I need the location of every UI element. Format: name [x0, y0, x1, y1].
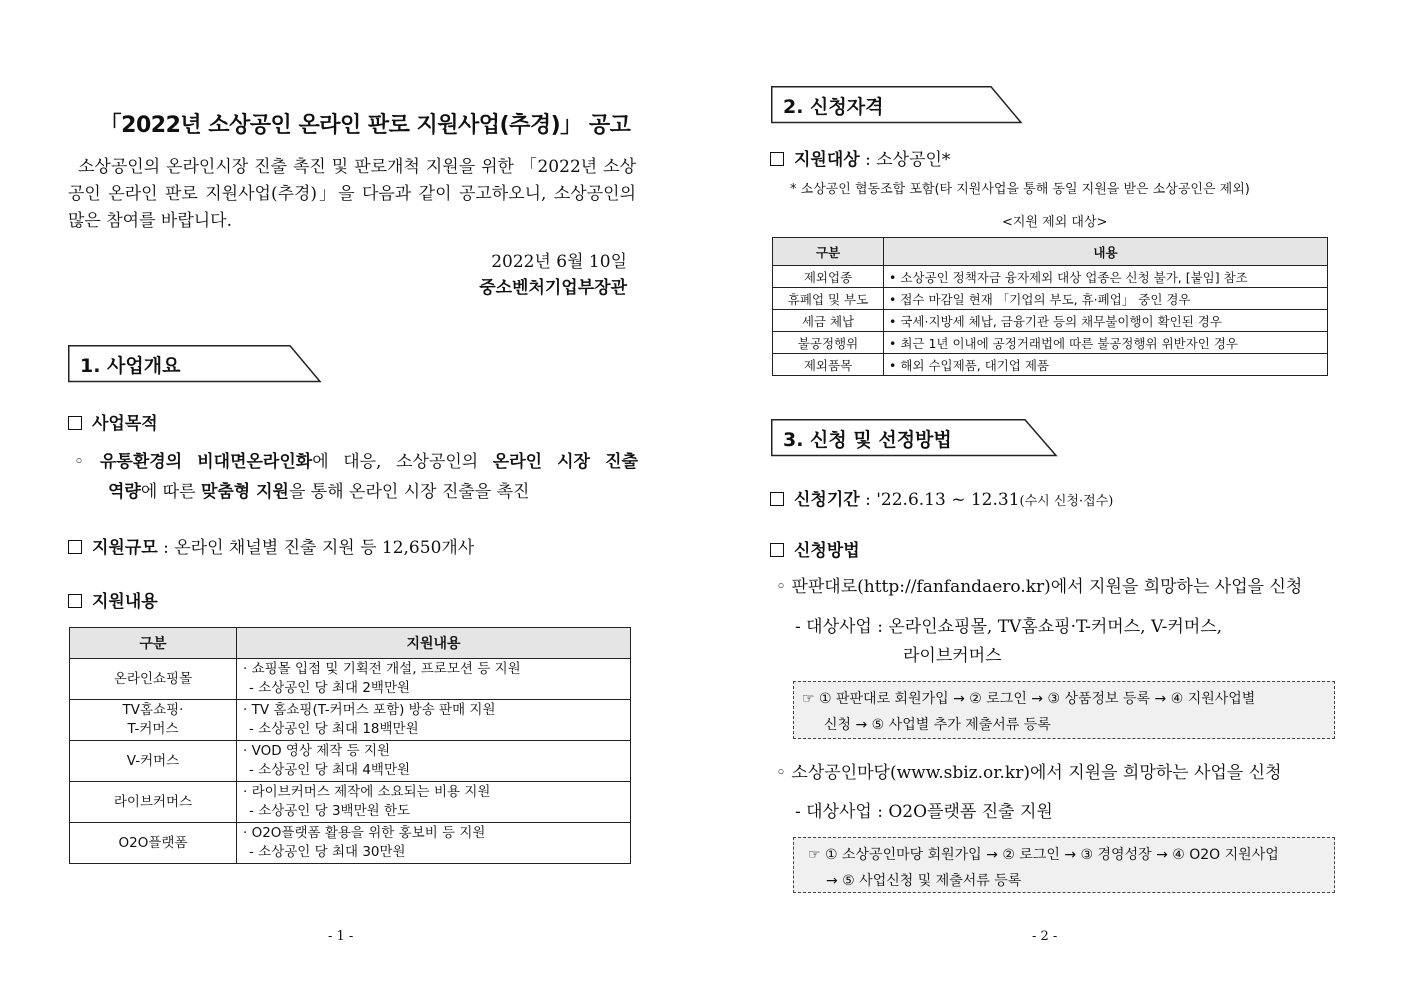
- section-3-title: 3. 신청 및 선정방법: [783, 429, 952, 451]
- category-cell: 세금 체납: [773, 310, 884, 332]
- table-row: [773, 310, 1328, 332]
- table-row: [70, 741, 631, 782]
- content-cell: • 해외 수입제품, 대기업 제품: [884, 354, 1328, 376]
- document-title: 「2022년 소상공인 온라인 판로 지원사업(추경)」 공고: [99, 113, 631, 138]
- intro-paragraph: 소상공인의 온라인시장 진출 촉진 및 판로개척 지원을 위한 「2022년 소상공인 온라인 판로 지원사업(추경)」을 다음과 같이 공고하오니, 소상공인의 많은 참여를 바랍니다.: [68, 157, 636, 231]
- steps-2-line-1: ☞ ① 소상공인마당 회원가입 → ② 로그인 → ③ 경영성장 → ④ O2O 지원사업: [808, 847, 1279, 863]
- category-cell: V-커머스: [70, 741, 237, 782]
- issuing-organization: 중소벤처기업부장관: [479, 278, 627, 298]
- scale-line: 지원규모 : 온라인 채널별 진출 지원 등 12,650개사: [68, 533, 474, 558]
- content-cell: • 소상공인 정책자금 융자제외 대상 업종은 신청 불가, [붙임] 참조: [884, 266, 1328, 288]
- category-cell: O2O플랫폼: [70, 823, 237, 864]
- steps-box-2: [793, 837, 1335, 893]
- content-cell: • 최근 1년 이내에 공정거래법에 따른 불공정행위 위반자인 경우: [884, 332, 1328, 354]
- purpose-heading: 사업목적: [68, 409, 158, 434]
- page-number-1: - 1 -: [328, 929, 354, 944]
- content-cell: · 쇼핑몰 입점 및 기획전 개설, 프로모션 등 지원 - 소상공인 당 최대 2백만원: [237, 659, 631, 700]
- table-header-cell: 지원내용: [237, 628, 631, 659]
- method-1-target-cont: 라이브커머스: [903, 646, 1002, 666]
- section-3-heading: [771, 419, 1061, 455]
- notice-date: 2022년 6월 10일: [491, 252, 627, 272]
- table-header-row: [70, 628, 631, 659]
- purpose-text: [74, 447, 638, 507]
- page-number-2: - 2 -: [1032, 929, 1058, 944]
- content-cell: · O2O플랫폼 활용을 위한 홍보비 등 지원 - 소상공인 당 최대 30만원: [237, 823, 631, 864]
- method-1-target: - 대상사업 : 온라인쇼핑몰, TV홈쇼핑·T-커머스, V-커머스,: [795, 617, 1223, 637]
- content-heading: 지원내용: [68, 587, 158, 612]
- content-cell: • 국세·지방세 체납, 금융기관 등의 채무불이행이 확인된 경우: [884, 310, 1328, 332]
- method-2-text: ◦ 소상공인마당(www.sbiz.or.kr)에서 지원을 희망하는 사업을 신청: [776, 763, 1282, 783]
- checkbox-square-icon: [770, 492, 784, 506]
- table-header-cell: 구분: [773, 238, 884, 266]
- table-row: [70, 700, 631, 741]
- table-row: [773, 354, 1328, 376]
- content-cell: · TV 홈쇼핑(T-커머스 포함) 방송 판매 지원 - 소상공인 당 최대 18백만원: [237, 700, 631, 741]
- category-cell: TV홈쇼핑· T-커머스: [70, 700, 237, 741]
- table-header-cell: 구분: [70, 628, 237, 659]
- target-note: * 소상공인 협동조합 포함(타 지원사업을 통해 동일 지원을 받은 소상공인은 제외): [790, 182, 1250, 197]
- table-row: [773, 266, 1328, 288]
- exclude-caption: <지원 제외 대상>: [1002, 215, 1108, 230]
- purpose-line-2: 역량에 따른 맞춤형 지원을 통해 온라인 시장 진출을 촉진: [108, 482, 530, 502]
- category-cell: 휴폐업 및 부도: [773, 288, 884, 310]
- checkbox-square-icon: [68, 416, 82, 430]
- method-2-target: - 대상사업 : O2O플랫폼 진출 지원: [795, 802, 1053, 822]
- steps-2-line-2: → ⑤ 사업신청 및 제출서류 등록: [826, 873, 1022, 889]
- table-row: [70, 823, 631, 864]
- checkbox-square-icon: [68, 594, 82, 608]
- method-1-text: ◦ 판판대로(http://fanfandaero.kr)에서 지원을 희망하는 사업을 신청: [776, 577, 1303, 597]
- category-cell: 제외품목: [773, 354, 884, 376]
- checkbox-square-icon: [770, 543, 784, 557]
- category-cell: 라이브커머스: [70, 782, 237, 823]
- category-cell: 제외업종: [773, 266, 884, 288]
- purpose-line-1: ◦ 유통환경의 비대면온라인화에 대응, 소상공인의 온라인 시장 진출: [74, 452, 638, 472]
- steps-1-line-1: ☞ ① 판판대로 회원가입 → ② 로그인 → ③ 상품정보 등록 → ④ 지원사업별: [802, 691, 1256, 707]
- checkbox-square-icon: [770, 152, 784, 166]
- steps-1-line-2: 신청 → ⑤ 사업별 추가 제출서류 등록: [824, 717, 1051, 733]
- section-1-title: 1. 사업개요: [80, 355, 181, 377]
- table-row: [70, 659, 631, 700]
- content-cell: • 접수 마감일 현재 「기업의 부도, 휴·폐업」 중인 경우: [884, 288, 1328, 310]
- section-1-heading: [68, 345, 322, 381]
- table-row: [773, 288, 1328, 310]
- steps-box-1: [793, 681, 1335, 739]
- table-header-cell: 내용: [884, 238, 1328, 266]
- section-2-heading: [771, 86, 1025, 122]
- period-line: 신청기간 : '22.6.13 ~ 12.31(수시 신청·접수): [770, 485, 1113, 510]
- support-content-table: [69, 627, 631, 864]
- content-cell: · VOD 영상 제작 등 지원 - 소상공인 당 최대 4백만원: [237, 741, 631, 782]
- table-row: [70, 782, 631, 823]
- table-row: [773, 332, 1328, 354]
- method-heading: 신청방법: [770, 536, 860, 561]
- exclusion-table: [772, 237, 1328, 376]
- target-line: 지원대상 : 소상공인*: [770, 145, 950, 170]
- section-2-title: 2. 신청자격: [783, 96, 884, 118]
- table-header-row: [773, 238, 1328, 266]
- content-cell: · 라이브커머스 제작에 소요되는 비용 지원 - 소상공인 당 3백만원 한도: [237, 782, 631, 823]
- category-cell: 불공정행위: [773, 332, 884, 354]
- category-cell: 온라인쇼핑몰: [70, 659, 237, 700]
- checkbox-square-icon: [68, 540, 82, 554]
